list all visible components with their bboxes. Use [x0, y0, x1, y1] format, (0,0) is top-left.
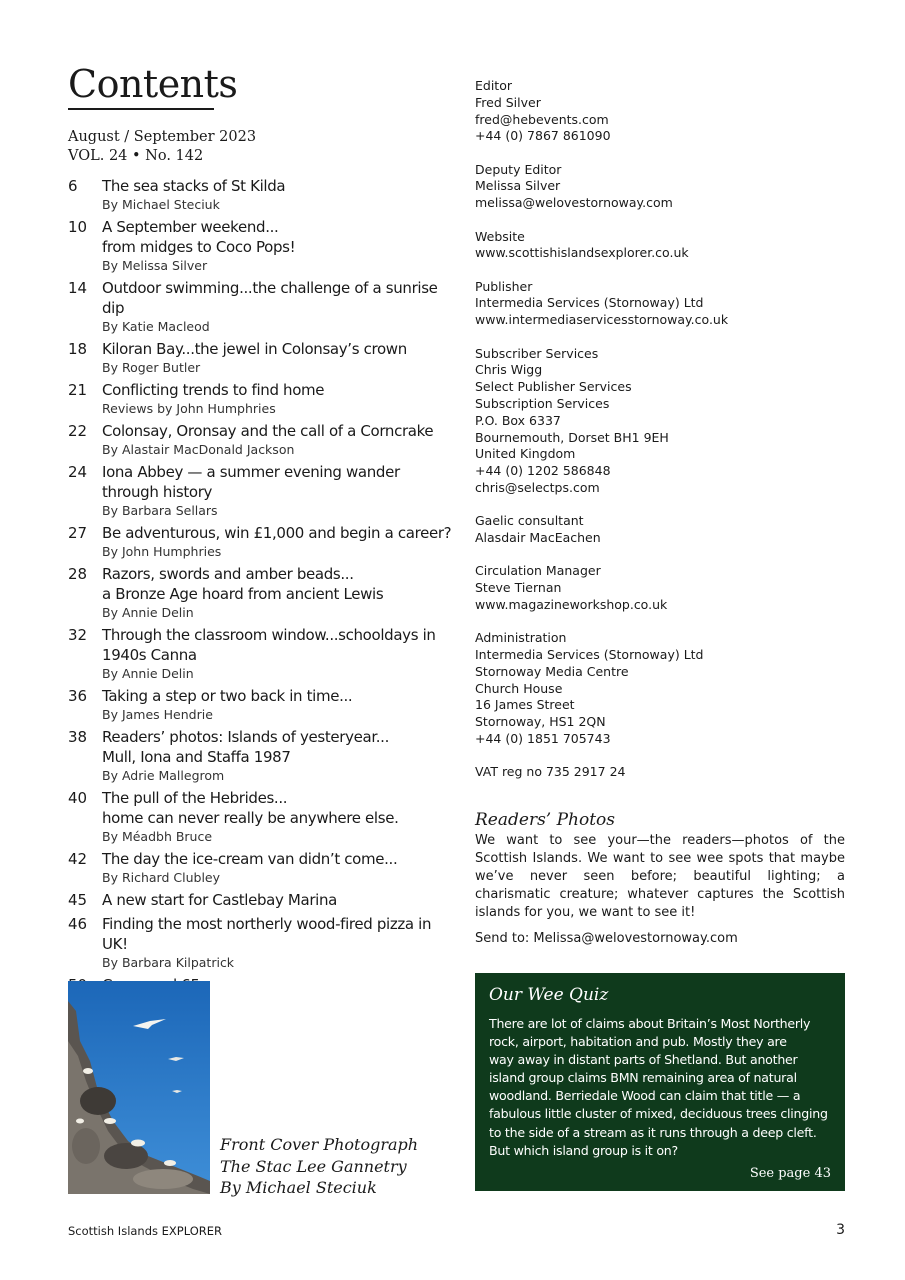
toc-entry-body [102, 278, 458, 335]
masthead-detail: melissa@welovestornoway.com [475, 195, 673, 211]
toc-page-number: 28 [68, 565, 88, 583]
masthead-detail: Select Publisher Services [475, 379, 632, 395]
cover-photo-thumbnail [68, 981, 210, 1194]
toc-title-line: through history [102, 483, 213, 501]
masthead-block [475, 279, 855, 329]
toc-title-line: Mull, Iona and Staffa 1987 [102, 748, 291, 766]
toc-entry-body [102, 523, 458, 560]
quiz-body-line: fabulous little cluster of mixed, deciduous trees clinging [489, 1106, 828, 1122]
toc-title-line: The day the ice-cream van didn’t come... [102, 850, 398, 868]
toc-page-number: 22 [68, 422, 88, 440]
toc-author: By James Hendrie [102, 707, 213, 722]
toc-title-line: Kiloran Bay...the jewel in Colonsay’s crown [102, 340, 407, 358]
toc-author: By Roger Butler [102, 360, 201, 375]
masthead-role: Publisher [475, 278, 533, 294]
toc-entry[interactable] [68, 523, 458, 560]
footer-magazine-name: Scottish Islands EXPLORER [68, 1224, 223, 1238]
masthead-detail: Steve Tiernan [475, 580, 562, 596]
masthead-role: VAT reg no 735 2917 24 [475, 764, 626, 780]
toc-entry[interactable] [68, 339, 458, 376]
masthead-credits [475, 78, 855, 798]
toc-author: By Richard Clubley [102, 870, 221, 885]
toc-author: By Katie Macleod [102, 319, 210, 334]
toc-title-line: Through the classroom window...schooldays in [102, 626, 436, 644]
readers-photos-heading: Readers’ Photos [475, 810, 616, 830]
readers-photos-send-to: Send to: Melissa@welovestornoway.com [475, 931, 738, 946]
toc-entry[interactable] [68, 462, 458, 519]
masthead-detail: www.scottishislandsexplorer.co.uk [475, 245, 689, 261]
toc-entry[interactable] [68, 176, 458, 213]
toc-entry[interactable] [68, 380, 458, 417]
toc-entry[interactable] [68, 421, 458, 458]
footer-page-number: 3 [836, 1222, 845, 1238]
masthead-detail: www.magazineworkshop.co.uk [475, 596, 668, 612]
cover-caption [220, 1134, 450, 1199]
masthead-block [475, 229, 855, 263]
masthead-detail: chris@selectps.com [475, 479, 600, 495]
toc-title-line: Readers’ photos: Islands of yesteryear... [102, 728, 390, 746]
toc-author: By Barbara Kilpatrick [102, 955, 235, 970]
toc-title-line: Taking a step or two back in time... [102, 687, 353, 705]
toc-title-line: Finding the most northerly wood-fired pizza in UK! [102, 915, 432, 953]
toc-title-line: Iona Abbey — a summer evening wander [102, 463, 400, 481]
toc-entry-body [102, 727, 458, 784]
toc-entry[interactable] [68, 625, 458, 682]
toc-entry[interactable] [68, 564, 458, 621]
toc-title-line: Razors, swords and amber beads... [102, 565, 354, 583]
quiz-body [489, 1015, 831, 1160]
toc-page-number: 14 [68, 279, 88, 297]
toc-entry[interactable] [68, 217, 458, 274]
quiz-body-line: to the side of a stream as it runs through a deep cleft. [489, 1124, 817, 1140]
readers-photos-section [475, 808, 845, 948]
toc-title-line: The sea stacks of St Kilda [102, 177, 286, 195]
page-title: Contents [68, 62, 238, 106]
masthead-detail: Intermedia Services (Stornoway) Ltd [475, 647, 704, 663]
masthead-detail: Church House [475, 680, 563, 696]
toc-author: By Alastair MacDonald Jackson [102, 442, 295, 457]
quiz-body-line: woodland. Berriedale Wood can claim that title — a [489, 1088, 801, 1104]
toc-page-number: 38 [68, 728, 88, 746]
toc-author: By Annie Delin [102, 666, 194, 681]
toc-title-line: from midges to Coco Pops! [102, 238, 296, 256]
toc-title-line: A September weekend... [102, 218, 279, 236]
toc-page-number: 32 [68, 626, 88, 644]
toc-author: Reviews by John Humphries [102, 401, 276, 416]
quiz-body-line: rock, airport, habitation and pub. Mostly they are [489, 1034, 787, 1050]
masthead-detail: Subscription Services [475, 395, 610, 411]
quiz-see-page: See page 43 [749, 1166, 831, 1181]
toc-entry-body [102, 914, 458, 971]
masthead-block [475, 764, 855, 781]
masthead-block [475, 563, 855, 613]
cover-caption-line: By Michael Steciuk [220, 1178, 377, 1197]
toc-title-line: A new start for Castlebay Marina [102, 891, 337, 909]
masthead-detail: +44 (0) 7867 861090 [475, 128, 611, 144]
toc-title-line: Conflicting trends to find home [102, 381, 325, 399]
quiz-body-line: way away in distant parts of Shetland. But another [489, 1052, 798, 1068]
quiz-body-line: But which island group is it on? [489, 1142, 678, 1158]
toc-entry[interactable] [68, 686, 458, 723]
masthead-role: Website [475, 228, 525, 244]
masthead-detail: fred@hebevents.com [475, 111, 609, 127]
masthead-detail: Chris Wigg [475, 362, 543, 378]
toc-entry[interactable] [68, 278, 458, 335]
toc-entry-body [102, 462, 458, 519]
toc-title-line: a Bronze Age hoard from ancient Lewis [102, 585, 384, 603]
toc-title-line: 1940s Canna [102, 646, 197, 664]
toc-page-number: 10 [68, 218, 88, 236]
masthead-role: Administration [475, 630, 567, 646]
cover-caption-line: Front Cover Photograph [220, 1135, 419, 1154]
toc-page-number: 46 [68, 915, 88, 933]
quiz-body-line: There are lot of claims about Britain’s Most Northerly [489, 1016, 811, 1031]
toc-title-line: The pull of the Hebrides... [102, 789, 288, 807]
masthead-detail: www.intermediaservicesstornoway.co.uk [475, 312, 729, 328]
masthead-detail: United Kingdom [475, 446, 576, 462]
issue-date: August / September 2023 [68, 129, 257, 145]
toc-title-line: home can never really be anywhere else. [102, 809, 399, 827]
toc-entry-body [102, 421, 458, 458]
toc-page-number: 27 [68, 524, 88, 542]
toc-entry[interactable] [68, 727, 458, 784]
toc-title-line: Colonsay, Oronsay and the call of a Corncrake [102, 422, 434, 440]
toc-entry-body [102, 217, 458, 274]
toc-author: By Méadbh Bruce [102, 829, 213, 844]
toc-page-number: 6 [68, 177, 78, 195]
toc-page-number: 45 [68, 891, 88, 909]
quiz-body-line: island group claims BMN remaining area of natural [489, 1070, 797, 1086]
masthead-block [475, 630, 855, 748]
toc-entry-body [102, 788, 458, 845]
toc-author: By Adrie Mallegrom [102, 768, 225, 783]
toc-entry[interactable] [68, 914, 458, 971]
masthead-role: Editor [475, 78, 512, 93]
masthead-detail: Bournemouth, Dorset BH1 9EH [475, 429, 669, 445]
toc-page-number: 24 [68, 463, 88, 481]
masthead-block [475, 513, 855, 547]
toc-entry[interactable] [68, 849, 458, 886]
masthead-role: Gaelic consultant [475, 513, 584, 529]
toc-entry[interactable] [68, 788, 458, 845]
toc-page-number: 21 [68, 381, 88, 399]
toc-entry-body [102, 380, 458, 417]
masthead-detail: +44 (0) 1851 705743 [475, 731, 611, 746]
toc-page-number: 42 [68, 850, 88, 868]
toc-title-line: Outdoor swimming...the challenge of a sunrise dip [102, 279, 438, 317]
issue-volume: VOL. 24 • No. 142 [68, 148, 204, 164]
title-underline [68, 108, 214, 110]
toc-page-number: 18 [68, 340, 88, 358]
toc-page-number: 36 [68, 687, 88, 705]
toc-entry-body [102, 564, 458, 621]
masthead-detail: P.O. Box 6337 [475, 412, 561, 428]
toc-entry-body [102, 176, 458, 213]
readers-photos-body: We want to see your—the readers—photos of the Scottish Islands. We want to see wee spots that maybe we’ve never seen before; beautiful lighting; a charismatic creature; whatever captures the Scottish islands for you, we want to see it! [475, 833, 845, 920]
toc-author: By Barbara Sellars [102, 503, 218, 518]
masthead-block [475, 346, 855, 497]
masthead-block [475, 162, 855, 212]
toc-entry-body [102, 625, 458, 682]
toc-entry-body [102, 686, 458, 723]
toc-title-line: Be adventurous, win £1,000 and begin a career? [102, 524, 452, 542]
masthead-detail: Stornoway Media Centre [475, 663, 629, 679]
masthead-detail: Alasdair MacEachen [475, 530, 601, 546]
toc-entry-body [102, 890, 458, 910]
toc-page-number: 40 [68, 789, 88, 807]
table-of-contents [68, 176, 458, 1016]
masthead-detail: 16 James Street [475, 697, 575, 713]
quiz-heading: Our Wee Quiz [489, 985, 609, 1005]
cover-caption-line: The Stac Lee Gannetry [220, 1156, 407, 1176]
masthead-block [475, 78, 855, 145]
toc-author: By John Humphries [102, 544, 222, 559]
masthead-detail: Melissa Silver [475, 178, 561, 194]
toc-entry[interactable] [68, 890, 458, 910]
quiz-box [475, 973, 845, 1191]
toc-entry-body [102, 849, 458, 886]
toc-author: By Michael Steciuk [102, 197, 220, 212]
masthead-role: Circulation Manager [475, 563, 601, 579]
masthead-detail: Stornoway, HS1 2QN [475, 714, 606, 730]
masthead-detail: +44 (0) 1202 586848 [475, 463, 611, 479]
toc-entry-body [102, 339, 458, 376]
masthead-detail: Intermedia Services (Stornoway) Ltd [475, 295, 704, 311]
toc-author: By Melissa Silver [102, 258, 208, 273]
masthead-role: Subscriber Services [475, 345, 599, 361]
masthead-detail: Fred Silver [475, 94, 541, 110]
masthead-role: Deputy Editor [475, 161, 562, 177]
toc-author: By Annie Delin [102, 605, 194, 620]
